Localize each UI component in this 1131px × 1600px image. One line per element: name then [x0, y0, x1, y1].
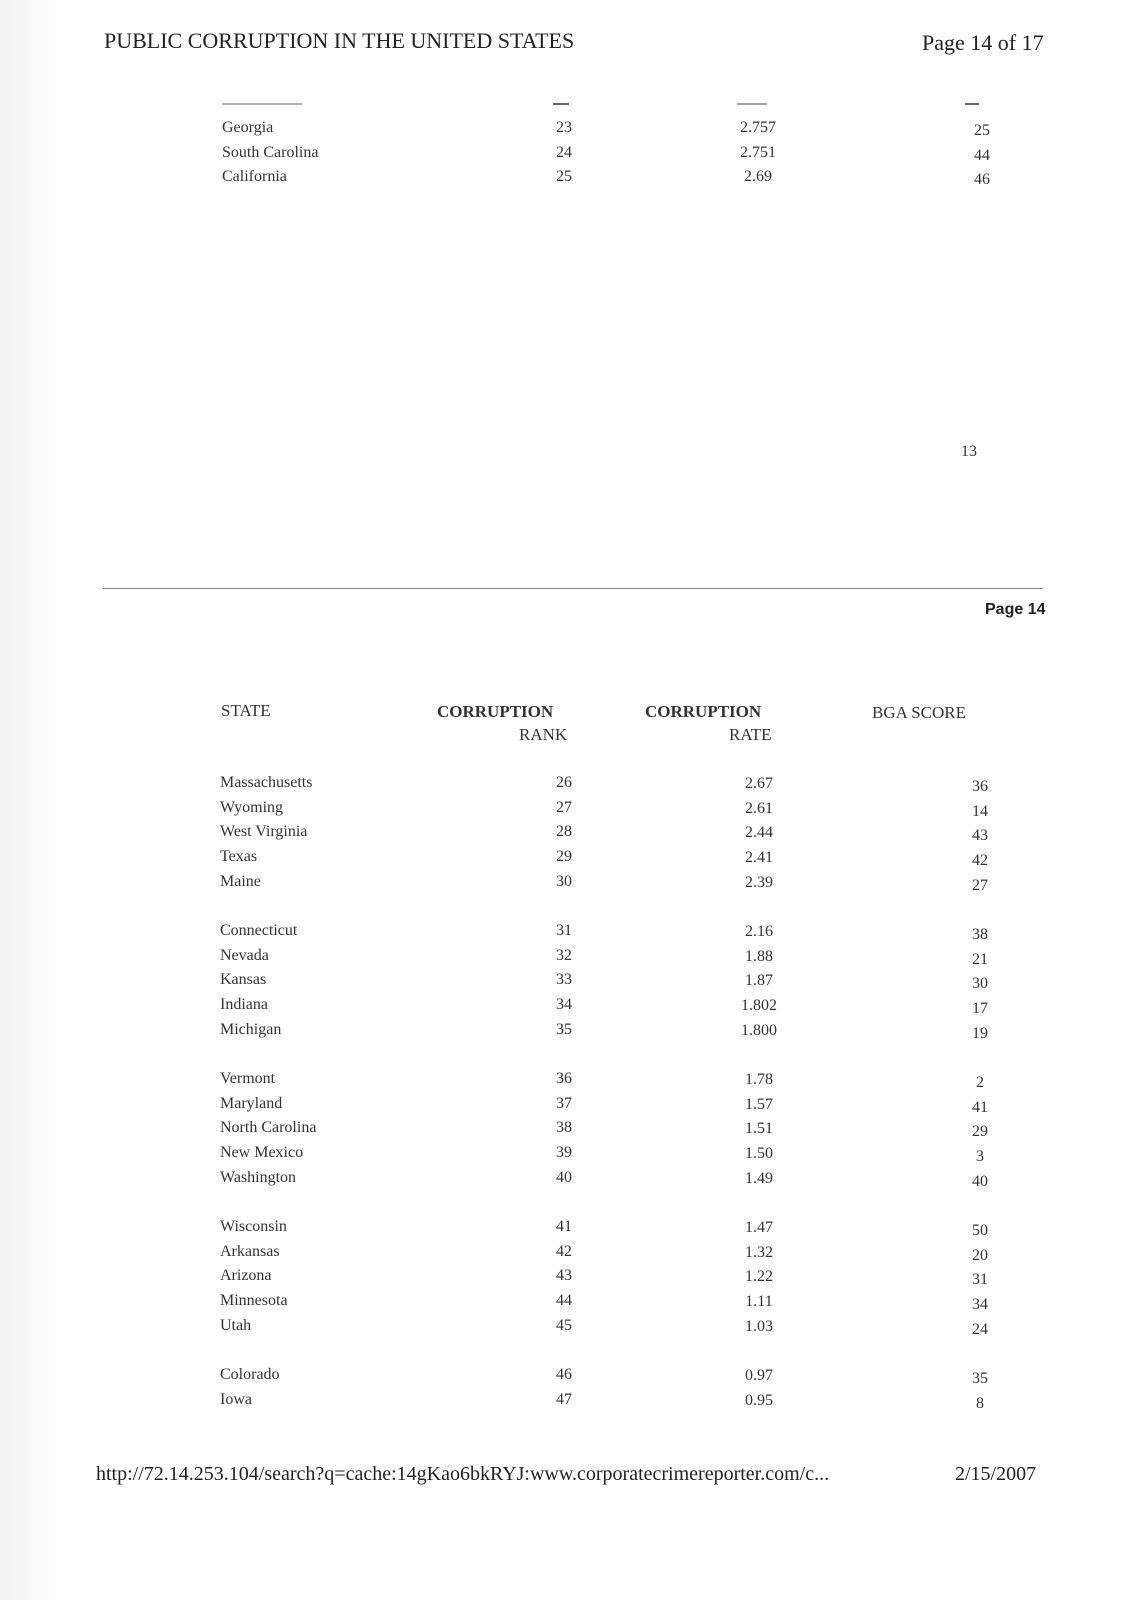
- corruption-rate: 1.78: [745, 1071, 773, 1088]
- corruption-rank: 47: [556, 1391, 572, 1408]
- state-name: Nevada: [220, 947, 269, 964]
- state-name: South Carolina: [222, 144, 319, 161]
- cut-off-row-rate: [737, 103, 767, 105]
- bga-score: 41: [972, 1099, 988, 1116]
- corruption-rank: 23: [556, 119, 572, 136]
- col-header-rate-line1: CORRUPTION: [645, 702, 762, 721]
- bga-score: 17: [972, 1000, 988, 1017]
- bga-score: 19: [972, 1025, 988, 1042]
- corruption-rank: 41: [556, 1218, 572, 1235]
- state-name: Arkansas: [220, 1243, 280, 1260]
- bga-score: 27: [972, 877, 988, 894]
- corruption-rate: 2.41: [745, 849, 773, 866]
- col-header-rank-line2: RANK: [519, 725, 568, 744]
- corruption-rate: 2.16: [745, 923, 773, 940]
- corruption-rank: 45: [556, 1317, 572, 1334]
- bga-score: 24: [972, 1321, 988, 1338]
- corruption-rank: 39: [556, 1144, 572, 1161]
- doc-page-number: 13: [961, 443, 977, 460]
- bga-score: 44: [974, 147, 990, 164]
- state-name: Minnesota: [220, 1292, 288, 1309]
- corruption-rate: 1.57: [745, 1096, 773, 1113]
- corruption-rank: 24: [556, 144, 572, 161]
- corruption-rank: 37: [556, 1095, 572, 1112]
- corruption-rate: 2.69: [744, 168, 772, 185]
- corruption-rate: 0.97: [745, 1367, 773, 1384]
- corruption-rate: 2.61: [745, 800, 773, 817]
- corruption-rate: 1.51: [745, 1120, 773, 1137]
- corruption-rank: 31: [556, 922, 572, 939]
- bga-score: 35: [972, 1370, 988, 1387]
- corruption-rank: 43: [556, 1267, 572, 1284]
- corruption-rate: 1.802: [741, 997, 777, 1014]
- corruption-rank: 33: [556, 971, 572, 988]
- corruption-rank: 27: [556, 799, 572, 816]
- bga-score: 31: [972, 1271, 988, 1288]
- bga-score: 46: [974, 171, 990, 188]
- bga-score: 14: [972, 803, 988, 820]
- state-name: Maryland: [220, 1095, 283, 1112]
- bga-score: 42: [972, 852, 988, 869]
- page-divider: [103, 588, 1043, 589]
- scan-shadow: [0, 0, 60, 1600]
- corruption-rank: 32: [556, 947, 572, 964]
- corruption-rate: 1.32: [745, 1244, 773, 1261]
- page-marker: Page 14: [985, 601, 1046, 618]
- state-name: Wisconsin: [220, 1218, 287, 1235]
- state-name: Texas: [220, 848, 258, 865]
- state-name: Massachusetts: [220, 774, 313, 791]
- corruption-rate: 1.22: [745, 1268, 773, 1285]
- col-header-rate-line2: RATE: [729, 725, 772, 744]
- state-name: Arizona: [220, 1267, 272, 1284]
- bga-score: 29: [972, 1123, 988, 1140]
- corruption-rank: 25: [556, 168, 572, 185]
- state-name: Connecticut: [220, 922, 298, 939]
- corruption-rank: 38: [556, 1119, 572, 1136]
- corruption-rate: 1.800: [741, 1022, 777, 1039]
- corruption-rate: 2.67: [745, 775, 773, 792]
- corruption-rate: 1.50: [745, 1145, 773, 1162]
- bga-score: 20: [972, 1247, 988, 1264]
- corruption-rate: 1.87: [745, 972, 773, 989]
- state-name: Wyoming: [220, 799, 284, 816]
- state-name: Colorado: [220, 1366, 280, 1383]
- bga-score: 30: [972, 975, 988, 992]
- bga-score: 3: [976, 1148, 984, 1165]
- corruption-rate: 1.88: [745, 948, 773, 965]
- corruption-rank: 42: [556, 1243, 572, 1260]
- cut-off-row-state: [222, 103, 302, 105]
- corruption-rank: 26: [556, 774, 572, 791]
- state-name: Utah: [220, 1317, 252, 1334]
- corruption-rank: 40: [556, 1169, 572, 1186]
- cut-off-row-rank: [553, 103, 569, 105]
- bga-score: 25: [974, 122, 990, 139]
- corruption-rank: 30: [556, 873, 572, 890]
- corruption-rate: 1.03: [745, 1318, 773, 1335]
- state-name: West Virginia: [220, 823, 308, 840]
- state-name: Maine: [220, 873, 261, 890]
- corruption-rank: 36: [556, 1070, 572, 1087]
- corruption-rate: 2.44: [745, 824, 773, 841]
- corruption-rank: 34: [556, 996, 572, 1013]
- corruption-rate: 2.39: [745, 874, 773, 891]
- corruption-rate: 1.49: [745, 1170, 773, 1187]
- footer-url: http://72.14.253.104/search?q=cache:14gKao6bkRYJ:www.corporatecrimereporter.com/c...: [96, 1463, 830, 1485]
- corruption-rank: 46: [556, 1366, 572, 1383]
- col-header-rank-line1: CORRUPTION: [437, 702, 554, 721]
- corruption-rate: 1.47: [745, 1219, 773, 1236]
- bga-score: 38: [972, 926, 988, 943]
- corruption-rank: 44: [556, 1292, 572, 1309]
- state-name: Washington: [220, 1169, 297, 1186]
- corruption-rank: 28: [556, 823, 572, 840]
- bga-score: 34: [972, 1296, 988, 1313]
- bga-score: 36: [972, 778, 988, 795]
- state-name: Vermont: [220, 1070, 276, 1087]
- bga-score: 2: [976, 1074, 984, 1091]
- footer-date: 2/15/2007: [955, 1463, 1037, 1485]
- state-name: North Carolina: [220, 1119, 317, 1136]
- state-name: Georgia: [222, 119, 274, 136]
- document-title: PUBLIC CORRUPTION IN THE UNITED STATES: [104, 28, 575, 53]
- corruption-rank: 29: [556, 848, 572, 865]
- bga-score: 8: [976, 1395, 984, 1412]
- state-name: Kansas: [220, 971, 267, 988]
- corruption-rate: 0.95: [745, 1392, 773, 1409]
- state-name: New Mexico: [220, 1144, 304, 1161]
- col-header-bga: BGA SCORE: [872, 703, 966, 722]
- bga-score: 21: [972, 951, 988, 968]
- state-name: Iowa: [220, 1391, 252, 1408]
- bga-score: 43: [972, 827, 988, 844]
- col-header-state: STATE: [221, 701, 271, 720]
- corruption-rank: 35: [556, 1021, 572, 1038]
- bga-score: 40: [972, 1173, 988, 1190]
- bga-score: 50: [972, 1222, 988, 1239]
- state-name: California: [222, 168, 287, 185]
- corruption-rate: 2.757: [740, 119, 776, 136]
- cut-off-row-bga: [965, 103, 979, 105]
- state-name: Michigan: [220, 1021, 282, 1038]
- state-name: Indiana: [220, 996, 268, 1013]
- corruption-rate: 1.11: [745, 1293, 773, 1310]
- corruption-rate: 2.751: [740, 144, 776, 161]
- page-counter: Page 14 of 17: [922, 30, 1044, 55]
